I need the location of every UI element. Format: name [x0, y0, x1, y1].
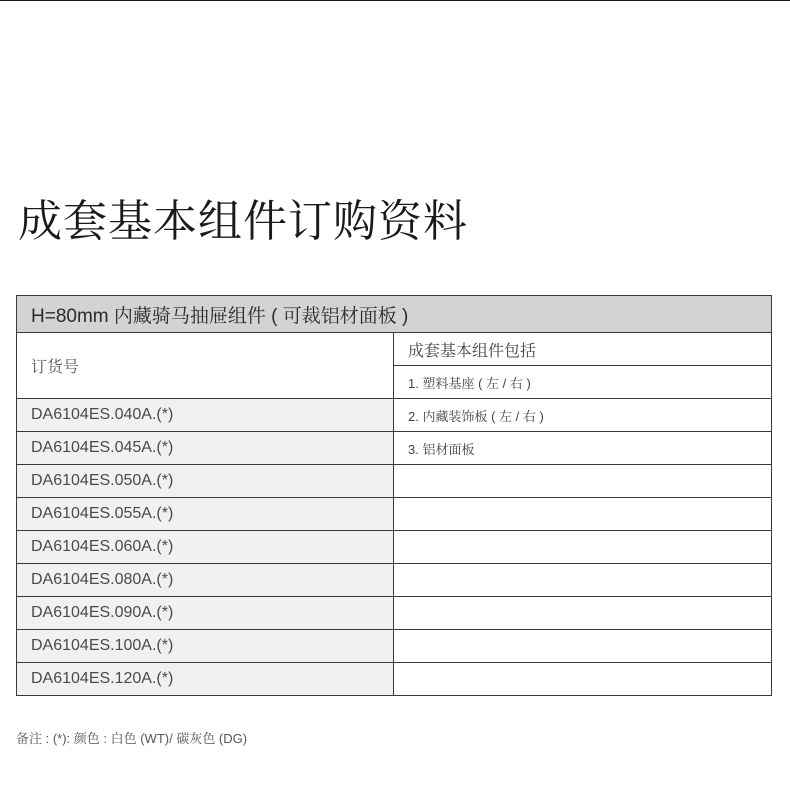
empty-cell [394, 630, 772, 663]
top-rule [0, 0, 790, 1]
table-row [17, 465, 772, 498]
empty-cell [394, 498, 772, 531]
table-header-row [17, 296, 772, 333]
empty-cell [394, 531, 772, 564]
empty-cell [394, 564, 772, 597]
table-row [17, 531, 772, 564]
order-no-label: 订货号 [17, 333, 394, 399]
includes-label: 成套基本组件包括 [394, 333, 772, 366]
table-row [17, 564, 772, 597]
empty-cell [394, 663, 772, 696]
footnote: 备注 : (*): 颜色 : 白色 (WT)/ 碳灰色 (DG) [16, 731, 248, 746]
table-row [17, 399, 772, 432]
page-title: 成套基本组件订购资料 [18, 197, 468, 246]
table-header: H=80mm 内藏骑马抽屉组件 ( 可裁铝材面板 ) [17, 296, 772, 333]
order-code: DA6104ES.040A.(*) [17, 399, 394, 432]
table-row [17, 498, 772, 531]
order-code: DA6104ES.080A.(*) [17, 564, 394, 597]
order-code: DA6104ES.120A.(*) [17, 663, 394, 696]
order-code: DA6104ES.045A.(*) [17, 432, 394, 465]
table-row [17, 432, 772, 465]
order-code: DA6104ES.060A.(*) [17, 531, 394, 564]
include-item: 1. 塑料基座 ( 左 / 右 ) [394, 366, 772, 399]
table-row [17, 597, 772, 630]
empty-cell [394, 597, 772, 630]
order-table [16, 295, 772, 696]
include-item: 2. 内藏装饰板 ( 左 / 右 ) [394, 399, 772, 432]
order-code: DA6104ES.050A.(*) [17, 465, 394, 498]
order-code: DA6104ES.100A.(*) [17, 630, 394, 663]
order-code: DA6104ES.055A.(*) [17, 498, 394, 531]
empty-cell [394, 465, 772, 498]
order-code: DA6104ES.090A.(*) [17, 597, 394, 630]
table-row [17, 663, 772, 696]
table-row [17, 630, 772, 663]
table-row [17, 333, 772, 366]
include-item: 3. 铝材面板 [394, 432, 772, 465]
